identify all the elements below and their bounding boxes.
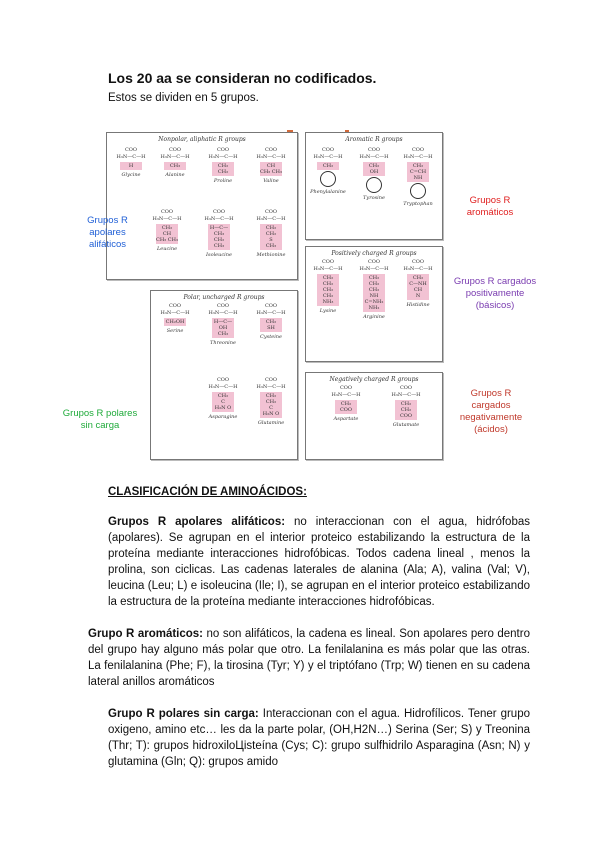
side-chain-atom: CH₂ bbox=[161, 225, 173, 231]
amine-group: H₃N—C—H bbox=[256, 216, 286, 222]
amino-acid-histidine bbox=[398, 259, 438, 308]
amino-acid-name: Leucine bbox=[156, 246, 178, 252]
carboxyl-group: COO bbox=[367, 147, 381, 153]
carboxyl-group: COO bbox=[216, 303, 230, 309]
side-chain-atom: CH₂ bbox=[322, 281, 334, 287]
side-chain-atom: C bbox=[269, 405, 273, 411]
side-chain-atom: CH bbox=[162, 231, 172, 237]
panel-polar-uncharged bbox=[150, 290, 298, 460]
side-chain bbox=[317, 274, 339, 306]
amino-acid-name: Tyrosine bbox=[363, 195, 385, 201]
amine-group: H₃N—C—H bbox=[204, 216, 234, 222]
amino-acid-name: Isoleucine bbox=[206, 252, 232, 258]
amino-acid-name: Proline bbox=[213, 178, 233, 184]
side-chain-atom: CH₃ bbox=[213, 243, 225, 249]
side-chain-atom: NH bbox=[369, 293, 379, 299]
side-chain-atom: CH₃ CH₃ bbox=[260, 169, 282, 175]
side-chain bbox=[208, 224, 230, 250]
side-chain-atom: CH₂ bbox=[322, 287, 334, 293]
carboxyl-group: COO bbox=[399, 385, 413, 391]
side-chain-atom: CH₂ bbox=[400, 401, 412, 407]
amino-acid-name: Serine bbox=[166, 328, 184, 334]
side-chain-atom: H₂N O bbox=[214, 405, 232, 411]
side-chain-atom: H bbox=[128, 163, 134, 169]
amino-acid-threonine bbox=[203, 303, 243, 346]
paragraph-polares bbox=[108, 706, 530, 770]
amine-group: H₃N—C—H bbox=[313, 154, 343, 160]
amino-acid-name: Tryptophan bbox=[403, 201, 433, 207]
side-chain-atom: SH bbox=[267, 325, 275, 331]
side-chain bbox=[212, 392, 234, 412]
group-label-negativos: Grupos R cargados negativamente (ácidos) bbox=[459, 388, 523, 435]
carboxyl-group: COO bbox=[264, 377, 278, 383]
side-chain-atom: CH₂ bbox=[368, 163, 380, 169]
amine-group: H₃N—C—H bbox=[313, 266, 343, 272]
paragraph-heading: Grupo R polares sin carga: bbox=[108, 708, 259, 720]
side-chain bbox=[260, 162, 282, 176]
side-chain-atom: CH₂ bbox=[217, 169, 229, 175]
panel-title: Negatively charged R groups bbox=[329, 376, 419, 383]
carboxyl-group: COO bbox=[321, 147, 335, 153]
page-title: Los 20 aa se consideran no codificados. bbox=[108, 70, 377, 86]
amine-group: H₃N—C—H bbox=[359, 154, 389, 160]
side-chain-atom: C=NH₂ bbox=[364, 299, 384, 305]
carboxyl-group: COO bbox=[216, 147, 230, 153]
side-chain-atom: CH₂ bbox=[217, 163, 229, 169]
carboxyl-group: COO bbox=[160, 209, 174, 215]
paragraph-heading: Grupo R aromáticos: bbox=[88, 628, 204, 640]
panel-positive bbox=[305, 246, 443, 362]
amine-group: H₃N—C—H bbox=[256, 384, 286, 390]
amine-group: H₃N—C—H bbox=[256, 154, 286, 160]
side-chain bbox=[395, 400, 417, 420]
paragraph-body: no interaccionan con el agua, hidrófobas (apolares). Se agrupan en el interior proteico estabilizando la estructura de la proteína mediante interacciones hidrofóbicas. Todos cadena lineal , menos la prolina, son ciclicas. Las cadenas laterales de alanina (Ala; A), valina (Val; V), leucina (Leu; L) e isoleucina (Ile; I), se agrupan en el interior proteico estabilizando la estructura de la proteína mediante interacciones hidrofóbicas. bbox=[108, 516, 530, 608]
side-chain-atom: H—C—CH₃ bbox=[209, 225, 229, 237]
amino-acid-name: Aspartate bbox=[333, 416, 359, 422]
carboxyl-group: COO bbox=[411, 259, 425, 265]
side-chain bbox=[212, 318, 234, 338]
carboxyl-group: COO bbox=[216, 377, 230, 383]
amino-acid-valine bbox=[251, 147, 291, 184]
amino-acid-isoleucine bbox=[199, 209, 239, 258]
side-chain-atom: CH₂ bbox=[322, 163, 334, 169]
amine-group: H₃N—C—H bbox=[160, 154, 190, 160]
side-chain-atom: CH bbox=[413, 287, 423, 293]
side-chain bbox=[407, 274, 429, 300]
amino-acid-name: Threonine bbox=[210, 340, 236, 346]
side-chain-atom: NH₂ bbox=[368, 305, 380, 311]
side-chain-atom: CH₂ bbox=[400, 407, 412, 413]
side-chain-atom: CH₂ bbox=[213, 237, 225, 243]
side-chain-atom: CH bbox=[266, 163, 276, 169]
side-chain bbox=[164, 162, 186, 170]
paragraph-body: no son alifáticos, la cadena es lineal. Son apolares pero dentro del grupo hay alguno más polar que otro. La fenilalanina es más polar que las otras. La fenilalanina (Phe; F), la tirosina (Tyr; Y) y el triptófano (Trp; W) tienen en su cadena lateral anillos aromáticos bbox=[88, 628, 530, 688]
side-chain bbox=[260, 392, 282, 418]
amine-group: H₃N—C—H bbox=[116, 154, 146, 160]
side-chain-atom: CH₂ bbox=[265, 225, 277, 231]
side-chain bbox=[407, 162, 429, 182]
side-chain-atom: CH₂ bbox=[217, 393, 229, 399]
amino-acid-arginine bbox=[354, 259, 394, 320]
amine-group: H₃N—C—H bbox=[359, 266, 389, 272]
side-chain-atom: CH₂ bbox=[340, 401, 352, 407]
amino-acid-name: Asparagine bbox=[208, 414, 238, 420]
carboxyl-group: COO bbox=[124, 147, 138, 153]
amine-group: H₃N—C—H bbox=[208, 154, 238, 160]
group-label-aromaticos: Grupos R aromáticos bbox=[466, 195, 514, 218]
amino-acid-name: Glutamine bbox=[257, 420, 285, 426]
panel-title: Polar, uncharged R groups bbox=[183, 294, 265, 301]
carboxyl-group: COO bbox=[212, 209, 226, 215]
carboxyl-group: COO bbox=[411, 147, 425, 153]
panel-title: Nonpolar, aliphatic R groups bbox=[158, 136, 246, 143]
amine-group: H₃N—C—H bbox=[403, 266, 433, 272]
amino-acid-name: Cysteine bbox=[260, 334, 282, 340]
side-chain-atom: S bbox=[269, 237, 273, 243]
side-chain bbox=[260, 318, 282, 332]
group-label-apolares: Grupos R apolares alifáticos bbox=[87, 215, 128, 250]
amino-acid-name: Lysine bbox=[319, 308, 337, 314]
amine-group: H₃N—C—H bbox=[391, 392, 421, 398]
amine-group: H₃N—C—H bbox=[160, 310, 190, 316]
side-chain-atom: CH₂ bbox=[265, 399, 277, 405]
amino-acid-name: Glutamate bbox=[392, 422, 420, 428]
paragraph-aromaticos bbox=[88, 626, 530, 690]
side-chain-atom: CH₃ bbox=[169, 163, 181, 169]
amine-group: H₃N—C—H bbox=[256, 310, 286, 316]
side-chain-atom: NH₃ bbox=[322, 299, 334, 305]
side-chain-atom: COO bbox=[339, 407, 353, 413]
carboxyl-group: COO bbox=[367, 259, 381, 265]
page-subtitle: Estos se dividen en 5 grupos. bbox=[108, 92, 259, 104]
carboxyl-group: COO bbox=[264, 303, 278, 309]
side-chain-atom: CH₂ bbox=[368, 287, 380, 293]
amino-acid-leucine bbox=[147, 209, 187, 252]
carboxyl-group: COO bbox=[339, 385, 353, 391]
side-chain-atom: CH₂ bbox=[412, 163, 424, 169]
amino-acid-name: Glycine bbox=[121, 172, 141, 178]
side-chain-atom: C bbox=[221, 399, 225, 405]
side-chain-atom: COO bbox=[399, 413, 413, 419]
amine-group: H₃N—C—H bbox=[152, 216, 182, 222]
aromatic-ring-icon bbox=[366, 177, 382, 193]
side-chain-atom: CH₂ bbox=[265, 231, 277, 237]
amino-acid-name: Phenylalanine bbox=[310, 189, 346, 195]
side-chain-atom: CH₂ bbox=[368, 281, 380, 287]
side-chain-atom: CH₂ bbox=[265, 319, 277, 325]
side-chain-atom: H₂N O bbox=[262, 411, 280, 417]
amino-acid-name: Arginine bbox=[363, 314, 385, 320]
side-chain-atom: CH₂ bbox=[368, 275, 380, 281]
side-chain-atom: N bbox=[415, 293, 421, 299]
side-chain-atom: CH₂ bbox=[265, 393, 277, 399]
amino-acid-phenylalanine bbox=[308, 147, 348, 195]
side-chain bbox=[164, 318, 186, 326]
side-chain-atom: C—NH bbox=[409, 281, 427, 287]
amino-acid-aspartate bbox=[326, 385, 366, 422]
side-chain-atom: OH bbox=[369, 169, 379, 175]
section-title: CLASIFICACIÓN DE AMINOÁCIDOS: bbox=[108, 486, 307, 498]
panel-nonpolar-aliphatic bbox=[106, 132, 298, 280]
amine-group: H₃N—C—H bbox=[403, 154, 433, 160]
side-chain-atom: H—C—OH bbox=[213, 319, 233, 331]
aromatic-ring-icon bbox=[410, 183, 426, 199]
side-chain-atom: CH₃ bbox=[265, 243, 277, 249]
side-chain-atom: CH₂ bbox=[322, 293, 334, 299]
side-chain-atom: CH₃ CH₃ bbox=[156, 237, 178, 243]
amino-acid-name: Methionine bbox=[256, 252, 286, 258]
side-chain-atom: CH₂ bbox=[412, 275, 424, 281]
panel-title: Positively charged R groups bbox=[331, 250, 417, 257]
amine-group: H₃N—C—H bbox=[208, 384, 238, 390]
side-chain-atom: NH bbox=[413, 175, 423, 181]
amino-acid-asparagine bbox=[203, 377, 243, 420]
side-chain bbox=[260, 224, 282, 250]
carboxyl-group: COO bbox=[168, 147, 182, 153]
amino-acid-glutamine bbox=[251, 377, 291, 426]
panel-title: Aromatic R groups bbox=[345, 136, 403, 143]
amino-acid-name: Valine bbox=[263, 178, 279, 184]
amino-acid-cysteine bbox=[251, 303, 291, 340]
side-chain bbox=[156, 224, 178, 244]
amino-acid-alanine bbox=[155, 147, 195, 178]
carboxyl-group: COO bbox=[168, 303, 182, 309]
panel-aromatic bbox=[305, 132, 443, 240]
amino-acid-name: Histidine bbox=[406, 302, 430, 308]
panel-negative bbox=[305, 372, 443, 460]
group-label-polares: Grupos R polares sin carga bbox=[62, 408, 138, 431]
amino-acid-methionine bbox=[251, 209, 291, 258]
side-chain bbox=[335, 400, 357, 414]
carboxyl-group: COO bbox=[264, 209, 278, 215]
paragraph-heading: Grupos R apolares alifáticos: bbox=[108, 516, 286, 528]
side-chain bbox=[212, 162, 234, 176]
amino-acid-serine bbox=[155, 303, 195, 334]
aromatic-ring-icon bbox=[320, 171, 336, 187]
amino-acid-glycine bbox=[111, 147, 151, 178]
side-chain-atom: CH₂ bbox=[322, 275, 334, 281]
side-chain-atom: C=CH bbox=[409, 169, 427, 175]
paragraph-apolares bbox=[108, 514, 530, 610]
side-chain bbox=[317, 162, 339, 170]
group-label-positivos: Grupos R cargados positivamente (básicos) bbox=[453, 276, 537, 311]
paragraph-body: Interaccionan con el agua. Hidrofílicos. Tener grupo oxigeno, amino etc… les da la parte polar, (OH,H2N…) Serina (Ser; S) y Treonina (Thr; T): grupos hidroxiloЦіsteína (Cys; C): grupo sulfhidrilo Asparagina (Asn; N) y glutamina (Gln; Q): grupos amido bbox=[108, 708, 530, 768]
side-chain-atom: CH₂OH bbox=[165, 319, 185, 325]
amine-group: H₃N—C—H bbox=[331, 392, 361, 398]
amino-acid-lysine bbox=[308, 259, 348, 314]
amino-acid-tryptophan bbox=[398, 147, 438, 207]
carboxyl-group: COO bbox=[321, 259, 335, 265]
amino-acid-name: Alanine bbox=[165, 172, 185, 178]
side-chain-atom: CH₃ bbox=[217, 331, 229, 337]
amino-acid-proline bbox=[203, 147, 243, 184]
side-chain bbox=[363, 274, 385, 312]
amino-acid-tyrosine bbox=[354, 147, 394, 201]
amine-group: H₃N—C—H bbox=[208, 310, 238, 316]
amino-acid-glutamate bbox=[386, 385, 426, 428]
carboxyl-group: COO bbox=[264, 147, 278, 153]
side-chain bbox=[363, 162, 385, 176]
side-chain bbox=[120, 162, 142, 170]
